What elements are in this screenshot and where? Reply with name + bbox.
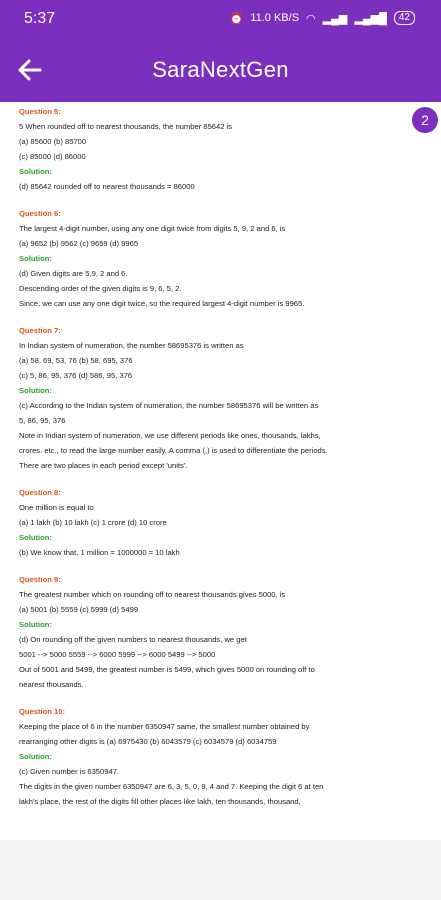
- solution-text: 5, 86, 95, 376: [19, 416, 66, 425]
- solution-label: Solution:: [19, 254, 52, 263]
- solution-text: The digits in the given number 6350947 are 6, 3, 5, 0, 9, 4 and 7. Keeping the digit 6 at ten: [19, 782, 324, 791]
- alarm-icon: ⏰: [229, 12, 244, 25]
- question-title: Question 8:: [19, 488, 61, 497]
- status-bar: [0, 0, 441, 38]
- solution-text: crores. etc., to read the large number easily. A comma (,) is used to differentiate the periods.: [19, 446, 328, 455]
- status-icons: [230, 11, 415, 25]
- solution-label: Solution:: [19, 752, 52, 761]
- solution-label: Solution:: [19, 386, 52, 395]
- net-speed: 11.0 KB/S: [250, 12, 300, 24]
- solution-text: (d) Given digits are 5,9, 2 and 6.: [19, 269, 128, 278]
- question-text: (c) 85000 (d) 86000: [19, 152, 86, 161]
- solution-text: (d) On rounding off the given numbers to nearest thousands, we get: [19, 635, 247, 644]
- question-text: (a) 58, 69, 53, 76 (b) 58, 695, 376: [19, 356, 133, 365]
- page-number-badge[interactable]: 2: [412, 107, 438, 133]
- question-text: The largest 4-digit number, using any one digit twice from digits 5, 9, 2 and 6, is: [19, 224, 286, 233]
- question-block: [19, 572, 399, 692]
- question-text: (a) 5001 (b) 5559 (c) 5999 (d) 5499: [19, 605, 139, 614]
- question-title: Question 6:: [19, 209, 61, 218]
- solution-text: (b) We know that, 1 million = 1000000 = 10 lakh: [19, 548, 180, 557]
- solution-text: There are two places in each period except 'units'.: [19, 461, 188, 470]
- signal-icon-2: ▂▄▆█: [354, 12, 387, 25]
- solution-text: nearest thousands.: [19, 680, 84, 689]
- battery-icon: 42: [394, 11, 415, 25]
- solution-text: (d) 85642 rounded off to nearest thousands = 86000: [19, 182, 195, 191]
- question-text: (a) 9652 (b) 9562 (c) 9659 (d) 9965: [19, 239, 139, 248]
- solution-label: Solution:: [19, 167, 52, 176]
- question-block: [19, 485, 399, 560]
- question-title: Question 9:: [19, 575, 61, 584]
- question-text: The greatest number which on rounding off to nearest thousands gives 5000, is: [19, 590, 286, 599]
- signal-icon: ▂▄▆: [322, 12, 348, 25]
- solution-text: 5001 --> 5000 5559 --> 6000 5999 --> 6000 5499 --> 5000: [19, 650, 216, 659]
- content-area: [19, 104, 399, 839]
- solution-text: Note in Indian system of numeration, we use different periods like ones, thousands, lakhs,: [19, 431, 321, 440]
- question-text: In Indian system of numeration, the number 58695376 is written as: [19, 341, 244, 350]
- question-text: One million is equal to: [19, 503, 94, 512]
- solution-text: Descending order of the given digits is 9, 6, 5, 2.: [19, 284, 182, 293]
- wifi-icon: ◠: [306, 12, 316, 25]
- app-bar: [0, 38, 441, 102]
- status-time: 5:37: [24, 10, 56, 27]
- question-block: [19, 104, 399, 194]
- question-block: [19, 704, 399, 809]
- question-block: [19, 323, 399, 473]
- solution-label: Solution:: [19, 533, 52, 542]
- solution-text: (c) According to the Indian system of numeration, the number 58695376 will be written as: [19, 401, 319, 410]
- bottom-bar: [0, 840, 441, 900]
- solution-text: Out of 5001 and 5499, the greatest number is 5499, which gives 5000 on rounding off to: [19, 665, 315, 674]
- question-block: [19, 206, 399, 311]
- question-text: (c) 5, 86, 95, 376 (d) 586, 95, 376: [19, 371, 133, 380]
- solution-text: lakh's place, the rest of the digits fill other places like lakh, ten thousands, thousand,: [19, 797, 301, 806]
- question-text: 5 When rounded off to nearest thousands, the number 85642 is: [19, 122, 233, 131]
- solution-text: Since, we can use any one digit twice, so the required largest 4-digit number is 9965.: [19, 299, 305, 308]
- question-text: Keeping the place of 6 in the number 6350947 same, the smallest number obtained by: [19, 722, 310, 731]
- app-title: SaraNextGen: [152, 57, 289, 82]
- question-text: (a) 85600 (b) 85700: [19, 137, 87, 146]
- question-text: (a) 1 lakh (b) 10 lakh (c) 1 crore (d) 10 crore: [19, 518, 167, 527]
- question-title: Question 10:: [19, 707, 65, 716]
- question-title: Question 5:: [19, 107, 61, 116]
- solution-text: (c) Given number is 6350947.: [19, 767, 120, 776]
- question-title: Question 7:: [19, 326, 61, 335]
- solution-label: Solution:: [19, 620, 52, 629]
- question-text: rearranging other digits is (a) 6975430 (b) 6043579 (c) 6034579 (d) 6034759: [19, 737, 277, 746]
